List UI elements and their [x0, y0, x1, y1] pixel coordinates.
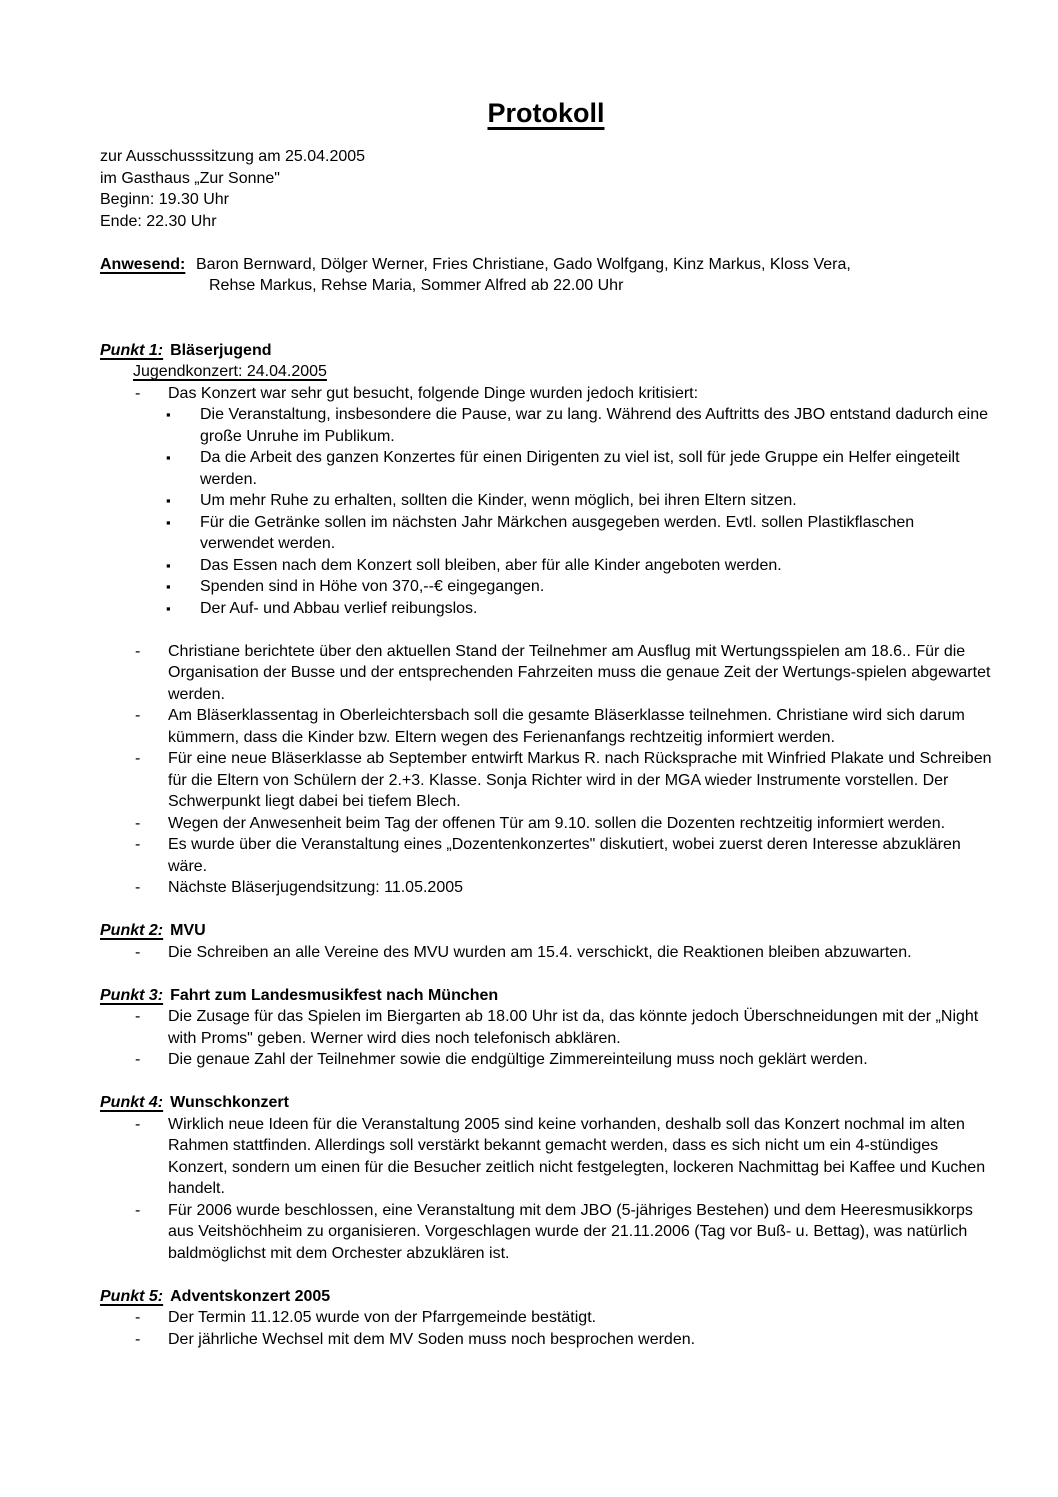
list-item	[100, 748, 992, 813]
list-item	[100, 447, 992, 490]
section-heading	[100, 920, 992, 942]
attendees-line: Rehse Markus, Rehse Maria, Sommer Alfred ab 22.00 Uhr	[209, 277, 624, 294]
section-title: Bläserjugend	[170, 341, 272, 359]
list-item	[100, 490, 992, 512]
section-heading	[100, 340, 992, 362]
dash-marker: -	[135, 1008, 141, 1025]
list-item	[100, 705, 992, 748]
meta-line-sitzung: zur Ausschusssitzung am 25.04.2005	[100, 148, 366, 165]
attendees-names	[196, 254, 992, 297]
dash-marker: -	[135, 750, 141, 767]
list-item	[100, 813, 992, 835]
document-title: Protokoll	[487, 98, 605, 128]
section-title: Fahrt zum Landesmusikfest nach München	[170, 986, 499, 1004]
dash-marker: -	[135, 943, 141, 961]
dash-marker: -	[135, 707, 141, 724]
section-label: Punkt 3:	[100, 986, 164, 1004]
section-heading	[100, 1286, 992, 1308]
section-title: Adventskonzert 2005	[170, 1287, 331, 1305]
list-item	[100, 555, 992, 577]
dash-marker: -	[135, 879, 141, 896]
list-item-text: Der Termin 11.12.05 wurde von der Pfarrgemeinde bestätigt.	[168, 1309, 597, 1326]
list-item-text: Für eine neue Bläserklasse ab September entwirft Markus R. nach Rücksprache mit Winfried Plakate und Schreiben für die Eltern von Schülern der 2.+3. Klasse. Sonja Richter wird in der MGA wieder Instrumente vorstellen. Der Schwerpunkt liegt dabei bei tiefem Blech.	[168, 750, 992, 810]
square-marker: ▪	[166, 514, 171, 530]
list-item-text: Die genaue Zahl der Teilnehmer sowie die endgültige Zimmereinteilung muss noch geklärt werden.	[168, 1051, 868, 1068]
section-punkt-4	[100, 1092, 992, 1264]
section-label: Punkt 1:	[100, 341, 164, 359]
list-item	[100, 834, 992, 877]
meta-line-ende: Ende: 22.30 Uhr	[100, 212, 217, 230]
meta-block	[100, 146, 992, 232]
meta-line-beginn: Beginn: 19.30 Uhr	[100, 191, 229, 208]
list-item-text: Wegen der Anwesenheit beim Tag der offenen Tür am 9.10. sollen die Dozenten rechtzeitig informiert werden.	[168, 814, 946, 832]
list-item-text: Das Konzert war sehr gut besucht, folgende Dinge wurden jedoch kritisiert:	[168, 384, 699, 402]
dash-marker: -	[135, 836, 141, 853]
list-item	[100, 598, 992, 620]
list-item-text: Der jährliche Wechsel mit dem MV Soden muss noch besprochen werden.	[168, 1330, 696, 1348]
section-subheading: Jugendkonzert: 24.04.2005	[133, 363, 327, 380]
square-marker: ▪	[166, 557, 171, 573]
list-item	[100, 383, 992, 405]
list-item-text: Christiane berichtete über den aktuellen Stand der Teilnehmer am Ausflug mit Wertungsspielen am 18.6.. Für die Organisation der Busse und der entsprechenden Fahrzeiten muss die genaue Zeit der Wertungs-spielen abgewartet werden.	[168, 642, 991, 703]
list-item-text: Der Auf- und Abbau verlief reibungslos.	[200, 599, 478, 617]
square-marker: ▪	[166, 450, 171, 465]
list-item-text: Die Zusage für das Spielen im Biergarten ab 18.00 Uhr ist da, das könnte jedoch Überschneidungen mit der „Night with Proms" geben. Werner wird dies noch telefonisch abklären.	[168, 1008, 979, 1047]
dash-marker: -	[135, 384, 141, 402]
list-item	[100, 1307, 992, 1329]
list-item-text: Wirklich neue Ideen für die Veranstaltung 2005 sind keine vorhanden, deshalb soll das Konzert nochmal im alten Rahmen stattfinden. Allerdings soll verstärkt bekannt gemacht werden, dass es sich nicht um ein 4-stündiges Konzert, sondern um einen für die Besucher zeitlich nicht festgelegten, lockeren Nachmittag bei Kaffee und Kuchen handelt.	[168, 1115, 986, 1197]
section-punkt-1	[100, 340, 992, 899]
list-item	[100, 1114, 992, 1200]
section-heading	[100, 1092, 992, 1114]
section-label: Punkt 4:	[100, 1094, 164, 1111]
square-marker: ▪	[166, 407, 171, 422]
list-item-text: Um mehr Ruhe zu erhalten, sollten die Kinder, wenn möglich, bei ihren Eltern sitzen.	[200, 492, 797, 509]
list-item-text: Die Veranstaltung, insbesondere die Pause, war zu lang. Während des Auftritts des JBO entstand dadurch eine große Unruhe im Publikum.	[200, 406, 989, 445]
list-item	[100, 512, 992, 555]
list-item	[100, 877, 992, 899]
list-item-text: Für 2006 wurde beschlossen, eine Veranstaltung mit dem JBO (5-jähriges Bestehen) und dem Heeresmusikkorps aus Veitshöchheim zu organisieren. Vorgeschlagen wurde der 21.11.2006 (Tag vor Buß- u. Bettag), was natürlich baldmöglichst mit dem Orchester abzuklären ist.	[168, 1201, 973, 1262]
list-item	[100, 641, 992, 706]
list-item	[100, 1200, 992, 1265]
list-item	[100, 1049, 992, 1071]
dash-marker: -	[135, 1051, 141, 1068]
attendees-label: Anwesend:	[100, 255, 186, 273]
attendees-line: Baron Bernward, Dölger Werner, Fries Christiane, Gado Wolfgang, Kinz Markus, Kloss Vera,	[196, 255, 851, 273]
section-punkt-3	[100, 985, 992, 1071]
dash-marker: -	[135, 1201, 141, 1219]
list-item-text: Das Essen nach dem Konzert soll bleiben, aber für alle Kinder angeboten werden.	[200, 556, 782, 574]
list-item-text: Für die Getränke sollen im nächsten Jahr Märkchen ausgegeben werden. Evtl. sollen Plastikflaschen verwendet werden.	[200, 513, 915, 552]
dash-marker: -	[135, 1330, 141, 1348]
list-item	[100, 1006, 992, 1049]
list-item	[100, 576, 992, 598]
dash-marker: -	[135, 1309, 141, 1326]
section-label: Punkt 5:	[100, 1287, 164, 1305]
list-item	[100, 942, 992, 964]
meta-line-ort: im Gasthaus „Zur Sonne"	[100, 169, 280, 187]
list-item-text: Es wurde über die Veranstaltung eines „Dozentenkonzertes" diskutiert, wobei zuerst deren Interesse abzuklären wäre.	[168, 836, 961, 875]
dash-marker: -	[135, 1115, 141, 1133]
section-heading	[100, 985, 992, 1007]
square-marker: ▪	[166, 493, 171, 508]
section-punkt-5	[100, 1286, 992, 1351]
attendees-block	[100, 254, 992, 297]
list-item-text: Am Bläserklassentag in Oberleichtersbach soll die gesamte Bläserklasse teilnehmen. Christiane wird sich darum kümmern, dass die Kinder bzw. Eltern wegen des Ferienanfangs rechtzeitig informiert werden.	[168, 707, 965, 746]
list-item	[100, 1329, 992, 1351]
section-label: Punkt 2:	[100, 922, 164, 939]
list-item	[100, 404, 992, 447]
list-item-text: Spenden sind in Höhe von 370,--€ eingegangen.	[200, 578, 545, 595]
section-punkt-2	[100, 920, 992, 963]
section-title: MVU	[170, 922, 206, 939]
list-item-text: Nächste Bläserjugendsitzung: 11.05.2005	[168, 879, 464, 896]
dash-marker: -	[135, 642, 141, 660]
square-marker: ▪	[166, 600, 171, 616]
square-marker: ▪	[166, 579, 171, 594]
list-item-text: Da die Arbeit des ganzen Konzertes für einen Dirigenten zu viel ist, soll für jede Gruppe ein Helfer eingeteilt werden.	[200, 449, 960, 488]
list-item-text: Die Schreiben an alle Vereine des MVU wurden am 15.4. verschickt, die Reaktionen bleiben abzuwarten.	[168, 943, 912, 961]
dash-marker: -	[135, 814, 141, 832]
section-title: Wunschkonzert	[170, 1094, 289, 1111]
